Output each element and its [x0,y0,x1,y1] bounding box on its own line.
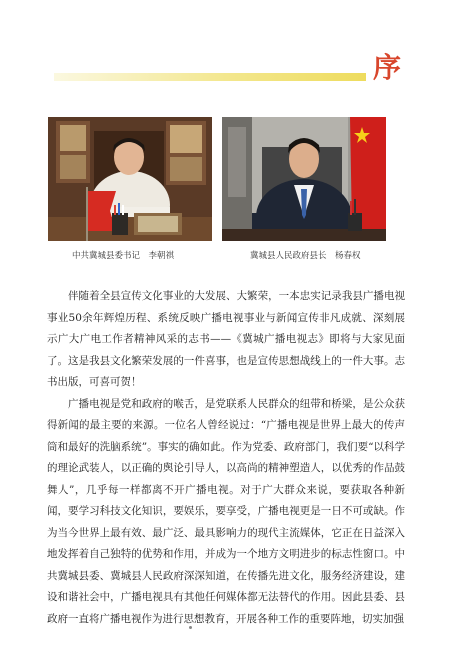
preface-paragraph: 广播电视是党和政府的喉舌，是党联系人民群众的纽带和桥梁，是公众获得新闻的最主要的来源。一位名人曾经说过：“广播电视是世界上最大的传声筒和最好的洗脑系统”。事实的确如此。作为党委、政府部门，我们要“以科学的理论武装人，以正确的舆论引导人，以高尚的精神塑造人，以优秀的作品鼓舞人”，几乎每一样都离不开广播电视。对于广大群众来说，要获取各种新闻，要学习科技文化知识，要娱乐，要享受，广播电视更是一日不可或缺。作为当今世界上最有效、最广泛、最具影响力的现代主流媒体，它正在日益深入地发挥着自己独特的优势和作用，并成为一个地方文明进步的标志性窗口。中共冀城县委、冀城县人民政府深深知道，在传播先进文化，服务经济建设，建设和谐社会中，广播电视具有其他任何媒体都无法替代的作用。因此县委、县政府一直将广播电视作为进行思想教育，开展各种工作的重要阵地，切实加强 [47,397,405,625]
county-mayor-photo [222,117,386,241]
page-title: 序 [373,51,402,84]
party-secretary-photo [48,117,212,241]
page-marker [189,626,192,629]
title-decoration-bar [54,73,366,81]
party-secretary-caption: 中共冀城县委书记 李朝祺 [72,251,175,261]
preface-paragraph: 伴随着全县宣传文化事业的大发展、大繁荣，一本忠实记录我县广播电视事业50余年辉煌历程、系统反映广播电视事业与新闻宣传非凡成就、深刻展示广大广电工作者精神风采的志书——《冀城广播电视志》即将与大家见面了。这是我县文化繁荣发展的一件喜事，也是宣传思想战线上的一件大事。志书出版，可喜可贺！ [47,290,405,388]
preface-body [47,286,405,630]
county-mayor-caption: 冀城县人民政府县长 杨春权 [250,251,361,261]
